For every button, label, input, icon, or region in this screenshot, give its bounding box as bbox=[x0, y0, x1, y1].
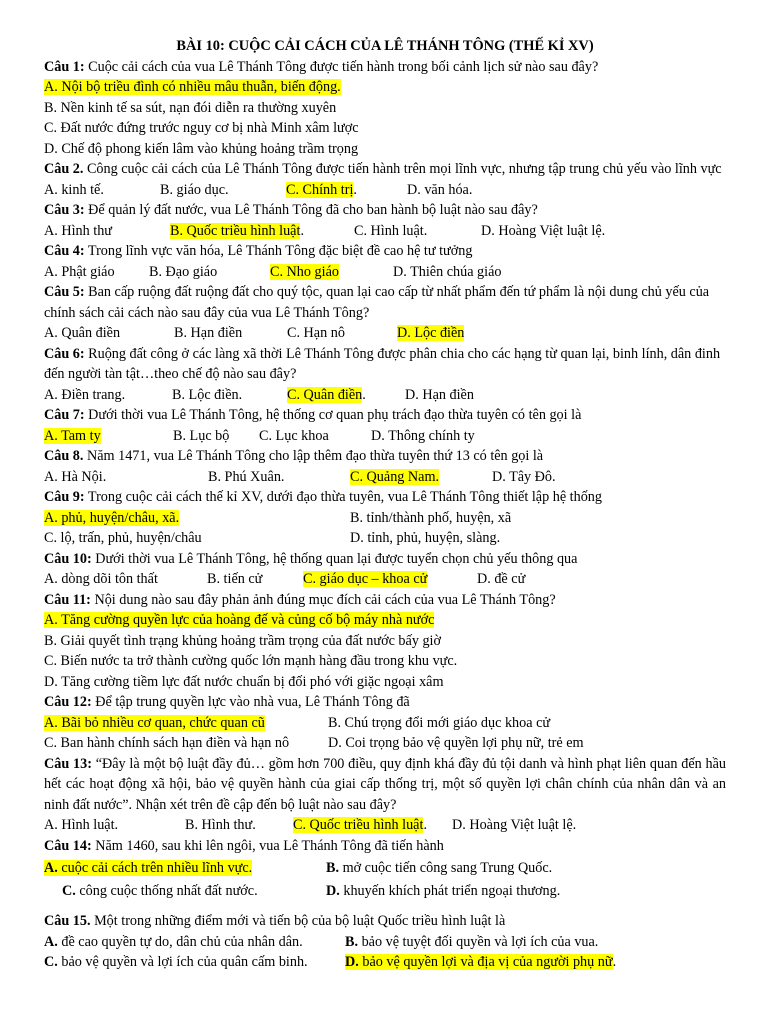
answer-c: C. bảo vệ quyền và lợi ích của quân cấm binh. bbox=[44, 954, 308, 970]
question-label: Câu 5: bbox=[44, 284, 85, 300]
question-label: Câu 4: bbox=[44, 243, 85, 259]
question-3 bbox=[44, 200, 726, 221]
answer-d: D. Chế độ phong kiến lâm vào khủng hoảng trầm trọng bbox=[44, 140, 359, 157]
question-5 bbox=[44, 282, 726, 323]
question-4 bbox=[44, 241, 726, 262]
answers-row: A. kinh tế. B. giáo dục. C. Chính trị. D. văn hóa. bbox=[44, 180, 726, 201]
question-text: Năm 1460, sau khi lên ngôi, vua Lê Thánh Tông đã tiến hành bbox=[91, 837, 444, 854]
question-7 bbox=[44, 405, 726, 426]
answer-b: B. tiến cử bbox=[207, 571, 263, 587]
question-text: Dưới thời vua Lê Thánh Tông, hệ thống quan lại được tuyển chọn chủ yếu thông qua bbox=[91, 550, 578, 567]
answer-d: D. tỉnh, phủ, huyện, slàng. bbox=[350, 530, 501, 546]
question-text: Năm 1471, vua Lê Thánh Tông cho lập thêm đạo thừa tuyên thứ 13 có tên gọi là bbox=[83, 448, 544, 464]
answer-d: D. đề cử bbox=[477, 571, 526, 587]
question-label: Câu 10: bbox=[44, 550, 92, 567]
answer-c: C. giáo dục – khoa cử bbox=[303, 571, 428, 587]
question-label: Câu 13: bbox=[44, 755, 92, 772]
answer-b: B. Phú Xuân. bbox=[208, 468, 285, 485]
question-label: Câu 11: bbox=[44, 591, 91, 608]
question-text: Nội dung nào sau đây phản ảnh đúng mục đích cải cách của vua Lê Thánh Tông? bbox=[90, 591, 556, 608]
answer-b: B. Quốc triều hình luật bbox=[170, 222, 301, 239]
answer-b: B. Giải quyết tình trạng khủng hoảng trầm trọng của đất nước bấy giờ bbox=[44, 632, 442, 649]
answer-b: B. Lộc điền. bbox=[172, 386, 243, 403]
question-2 bbox=[44, 159, 726, 180]
answers-row bbox=[44, 426, 726, 447]
question-text: Để quản lý đất nước, vua Lê Thánh Tông đã cho ban hành bộ luật nào sau đây? bbox=[84, 202, 538, 218]
answer-c: C. Biến nước ta trở thành cường quốc lớn mạnh hàng đầu trong khu vực. bbox=[44, 653, 458, 669]
question-text: Ban cấp ruộng đất ruộng đất cho quý tộc, quan lại cao cấp từ nhất phẩm đến tứ phẩm là nội dung chủ yếu của chính sách cải cách nào sau đây của vua Lê Thánh Tông? bbox=[44, 284, 710, 321]
answer-b: B. tỉnh/thành phố, huyện, xã bbox=[350, 509, 512, 526]
answer-a: A. Phật giáo bbox=[44, 263, 115, 280]
answer-d: D. Tây Đô. bbox=[492, 468, 556, 485]
answer-c: C. Hình luật. bbox=[354, 222, 428, 239]
question-15 bbox=[44, 911, 726, 932]
answers-row bbox=[44, 262, 726, 283]
question-label: Câu 8. bbox=[44, 448, 84, 464]
answers-row bbox=[44, 858, 726, 879]
question-text: Dưới thời vua Lê Thánh Tông, hệ thống cơ quan phụ trách đạo thừa tuyên có tên gọi là bbox=[84, 407, 582, 423]
answers-row bbox=[44, 323, 726, 344]
answers-row bbox=[44, 569, 726, 590]
answer-c: C. Nho giáo bbox=[270, 263, 339, 280]
answer-b: B. Lục bộ bbox=[173, 427, 230, 444]
question-text: Cuộc cải cách của vua Lê Thánh Tông được tiến hành trong bối cảnh lịch sử nào sau đây? bbox=[84, 58, 599, 75]
answer-a: A. cuộc cải cách trên nhiều lĩnh vực. bbox=[44, 860, 253, 876]
answer-d: D. khuyến khích phát triển ngoại thương. bbox=[326, 882, 561, 899]
question-text: Một trong những điểm mới và tiến bộ của bộ luật Quốc triều hình luật là bbox=[90, 913, 506, 929]
question-label: Câu 14: bbox=[44, 837, 92, 854]
question-8 bbox=[44, 446, 726, 467]
question-9 bbox=[44, 487, 726, 508]
answer-a: A. Bãi bỏ nhiều cơ quan, chức quan cũ bbox=[44, 714, 265, 731]
question-6 bbox=[44, 344, 726, 385]
answer-b: B. Hạn điền bbox=[174, 325, 243, 341]
answer-a: A. kinh tế. bbox=[44, 181, 104, 198]
question-14 bbox=[44, 836, 726, 857]
answers-row bbox=[44, 713, 726, 734]
answers-row: A. Điền trang. B. Lộc điền. C. Quân điền. D. Hạn điền bbox=[44, 385, 726, 406]
answer-d: D. Thiên chúa giáo bbox=[393, 263, 502, 280]
question-text: Trong cuộc cải cách thế kỉ XV, dưới đạo thừa tuyên, vua Lê Thánh Tông thiết lập hệ thống bbox=[84, 489, 602, 505]
answer-b: B. Chú trọng đổi mới giáo dục khoa cử bbox=[328, 714, 551, 731]
question-label: Câu 7: bbox=[44, 407, 85, 423]
question-text: Trong lĩnh vực văn hóa, Lê Thánh Tông đặc biệt đề cao hệ tư tưởng bbox=[84, 243, 473, 259]
answer-b: B. Hình thư. bbox=[185, 817, 256, 833]
answer-c: C. Quảng Nam. bbox=[350, 468, 440, 485]
answer-a: A. Tăng cường quyền lực của hoàng đế và củng cố bộ máy nhà nước bbox=[44, 612, 435, 628]
question-1 bbox=[44, 57, 726, 78]
answer-c: C. Quốc triều hình luật bbox=[293, 817, 424, 833]
answer-c: C. Ban hành chính sách hạn điền và hạn nô bbox=[44, 735, 290, 751]
question-label: Câu 15. bbox=[44, 913, 91, 929]
answer-b: B. Đạo giáo bbox=[149, 263, 218, 280]
answers-row bbox=[44, 881, 726, 902]
answer-c: C. Đất nước đứng trước nguy cơ bị nhà Minh xâm lược bbox=[44, 120, 359, 136]
answer-d: D. Tăng cường tiềm lực đất nước chuẩn bị đối phó với giặc ngoại xâm bbox=[44, 673, 444, 690]
answer-c: C. lộ, trấn, phủ, huyện/châu bbox=[44, 530, 202, 546]
question-13 bbox=[44, 754, 726, 816]
answer-a: A. phủ, huyện/châu, xã. bbox=[44, 509, 180, 526]
question-text: Công cuộc cải cách của Lê Thánh Tông được tiến hành trên mọi lĩnh vực, nhưng tập trung chủ yếu vào lĩnh vực bbox=[83, 161, 722, 177]
document-title: BÀI 10: CUỘC CẢI CÁCH CỦA LÊ THÁNH TÔNG (THẾ KỈ XV) bbox=[176, 38, 594, 54]
answer-c: C. công cuộc thống nhất đất nước. bbox=[62, 882, 258, 899]
answer-d: D. Coi trọng bảo vệ quyền lợi phụ nữ, trẻ em bbox=[328, 735, 584, 751]
answers-row: A. Hình thư B. Quốc triều hình luật. C. Hình luật. D. Hoàng Việt luật lệ. bbox=[44, 221, 726, 242]
question-label: Câu 3: bbox=[44, 202, 85, 218]
answer-d: D. Hạn điền bbox=[405, 386, 474, 403]
question-label: Câu 1: bbox=[44, 58, 85, 75]
answer-c: C. Lục khoa bbox=[259, 427, 329, 444]
answer-d: D. bảo vệ quyền lợi và địa vị của người phụ nữ bbox=[345, 954, 613, 970]
answer-a: A. Quân điền bbox=[44, 325, 121, 341]
answer-a: A. Hình luật. bbox=[44, 817, 119, 833]
answer-d: D. Hoàng Việt luật lệ. bbox=[481, 222, 606, 239]
answers-row bbox=[44, 528, 726, 549]
question-label: Câu 2. bbox=[44, 161, 84, 177]
question-10 bbox=[44, 549, 726, 570]
answer-c: C. Chính trị bbox=[286, 181, 354, 198]
question-label: Câu 9: bbox=[44, 489, 85, 505]
answer-a: A. Điền trang. bbox=[44, 386, 126, 403]
answer-c: C. Quân điền bbox=[287, 386, 363, 403]
question-12 bbox=[44, 692, 726, 713]
answer-c: C. Hạn nô bbox=[287, 325, 345, 341]
answer-d: D. Lộc điền bbox=[397, 325, 465, 341]
answers-row bbox=[44, 508, 726, 529]
answers-row bbox=[44, 932, 726, 953]
answer-b: B. mở cuộc tiến công sang Trung Quốc. bbox=[326, 860, 553, 876]
answer-a: A. Hà Nội. bbox=[44, 468, 107, 485]
answers-row: A. Hình luật. B. Hình thư. C. Quốc triều hình luật. D. Hoàng Việt luật lệ. bbox=[44, 815, 726, 836]
answer-a: A. dòng dõi tôn thất bbox=[44, 571, 158, 587]
answer-d: D. Thông chính ty bbox=[371, 427, 475, 444]
answer-b: B. giáo dục. bbox=[160, 181, 229, 198]
answer-a: A. Nội bộ triều đình có nhiều mâu thuẫn, biến động. bbox=[44, 79, 341, 95]
question-text: Ruộng đất công ở các làng xã thời Lê Thánh Tông được phân chia cho các hạng từ quan lại, binh lính, dân đinh đến người tàn tật…theo chế độ nào sau đây? bbox=[44, 345, 721, 382]
answer-d: D. Hoàng Việt luật lệ. bbox=[452, 817, 577, 833]
question-label: Câu 12: bbox=[44, 694, 92, 710]
answer-a: A. Hình thư bbox=[44, 222, 112, 239]
answer-d: D. văn hóa. bbox=[407, 181, 473, 198]
answer-b: B. Nền kinh tế sa sút, nạn đói diễn ra thường xuyên bbox=[44, 99, 337, 116]
answer-a: A. Tam ty bbox=[44, 427, 101, 444]
question-11 bbox=[44, 590, 726, 611]
question-text: Để tập trung quyền lực vào nhà vua, Lê Thánh Tông đã bbox=[91, 694, 410, 710]
answers-row: C. bảo vệ quyền và lợi ích của quân cấm binh. D. bảo vệ quyền lợi và địa vị của người phụ nữ. bbox=[44, 952, 726, 973]
answers-row bbox=[44, 467, 726, 488]
answer-a: A. đề cao quyền tự do, dân chủ của nhân dân. bbox=[44, 933, 303, 950]
answers-row bbox=[44, 733, 726, 754]
question-text: “Đây là một bộ luật đầy đủ… gồm hơn 700 điều, quy định khá đầy đủ tội danh và hình phạt liên quan đến hầu hết các hoạt động xã hội, bảo vệ quyền hành của giai cấp thống trị, một số quyền lợi chân chính của nhân dân và an ninh đất nước”. Nhận xét trên đề cập đến bộ luật nào sau đây? bbox=[44, 755, 726, 813]
question-label: Câu 6: bbox=[44, 345, 85, 362]
answer-b: B. bảo vệ tuyệt đối quyền và lợi ích của vua. bbox=[345, 933, 599, 950]
